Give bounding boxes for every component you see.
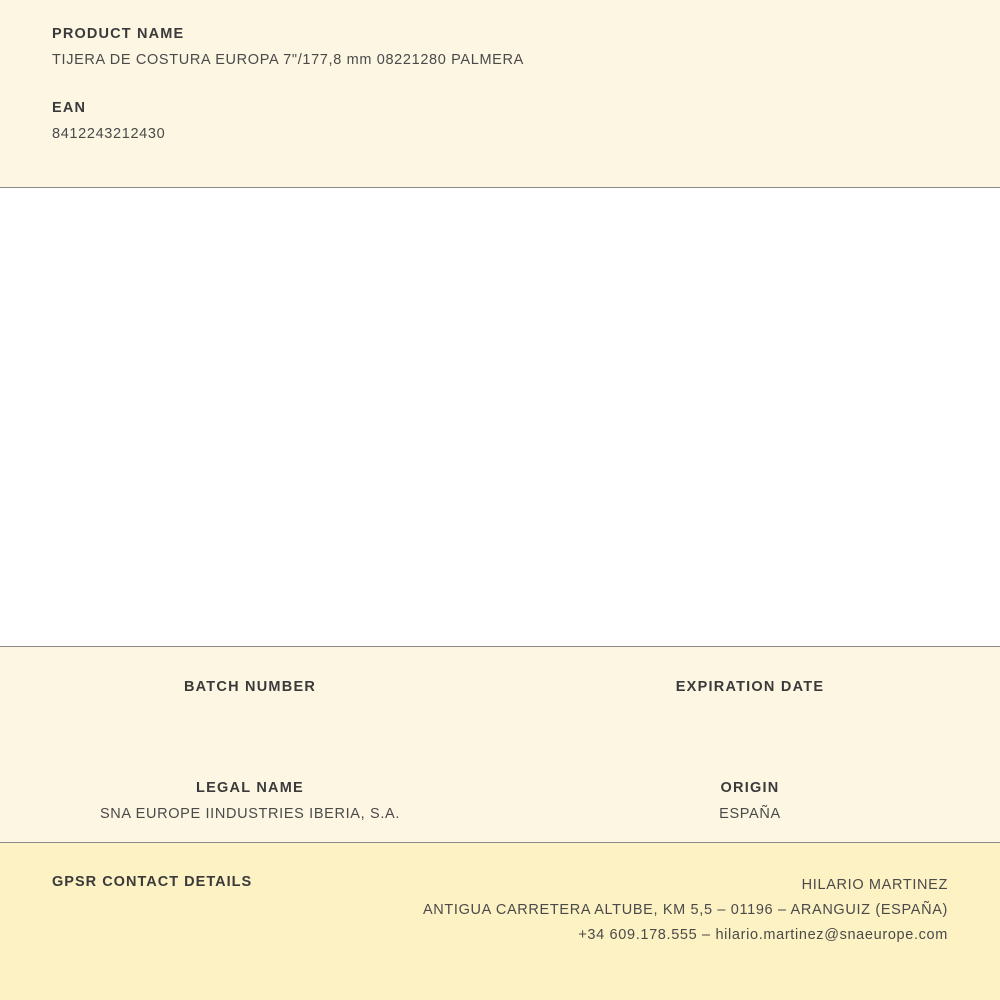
batch-number-value bbox=[0, 705, 500, 722]
expiration-date-label: EXPIRATION DATE bbox=[675, 679, 825, 695]
expiration-date-cell bbox=[500, 679, 1000, 722]
info-row-batch-expiration bbox=[0, 647, 1000, 722]
product-image-area bbox=[0, 188, 1000, 647]
product-name-label: PRODUCT NAME bbox=[52, 26, 185, 42]
origin-label: ORIGIN bbox=[720, 780, 780, 796]
product-header-block bbox=[0, 0, 1000, 188]
product-info-block bbox=[0, 647, 1000, 843]
gpsr-footer bbox=[0, 843, 1000, 1000]
gpsr-contact-details-label: GPSR CONTACT DETAILS bbox=[52, 874, 253, 890]
expiration-date-value bbox=[500, 705, 1000, 722]
gpsr-contact-info bbox=[423, 873, 948, 948]
gpsr-contact-phone-email: +34 609.178.555 – hilario.martinez@snaeurope.com bbox=[578, 926, 948, 943]
ean-value: 8412243212430 bbox=[52, 126, 166, 142]
product-name-value: TIJERA DE COSTURA EUROPA 7"/177,8 mm 08221280 PALMERA bbox=[52, 52, 524, 68]
origin-cell bbox=[500, 780, 1000, 823]
batch-number-label: BATCH NUMBER bbox=[183, 679, 317, 695]
legal-name-label: LEGAL NAME bbox=[196, 780, 304, 796]
gpsr-contact-address: ANTIGUA CARRETERA ALTUBE, KM 5,5 – 01196 – ARANGUIZ (ESPAÑA) bbox=[422, 901, 948, 918]
info-row-legal-origin bbox=[0, 722, 1000, 823]
gpsr-contact-name: HILARIO MARTINEZ bbox=[801, 877, 948, 893]
legal-name-value: SNA EUROPE IINDUSTRIES IBERIA, S.A. bbox=[99, 806, 400, 822]
origin-value: ESPAÑA bbox=[719, 806, 781, 822]
batch-number-cell bbox=[0, 679, 500, 722]
header-spacer bbox=[52, 68, 950, 100]
ean-label: EAN bbox=[52, 100, 87, 116]
legal-name-cell bbox=[0, 780, 500, 823]
